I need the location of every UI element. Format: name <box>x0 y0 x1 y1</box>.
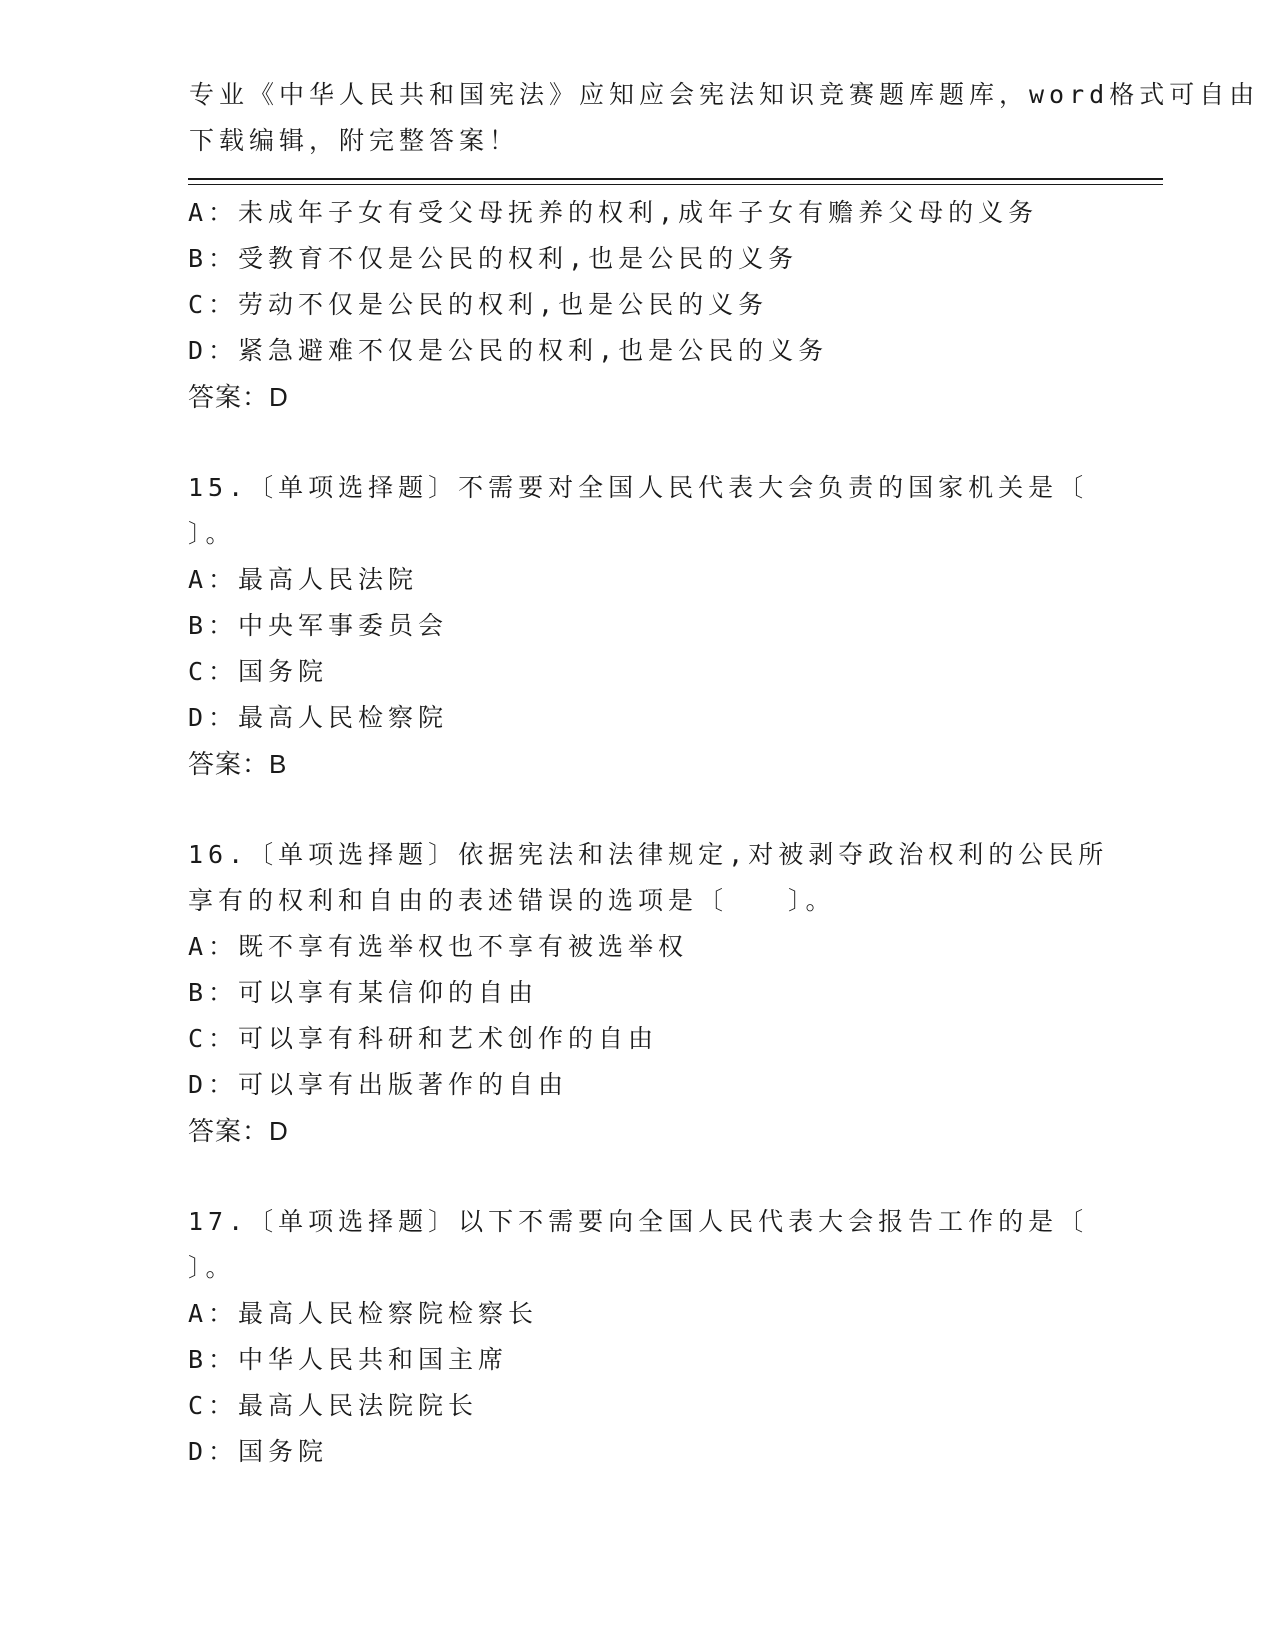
answer: 答案：D <box>188 1116 289 1146</box>
option-c: C：可以享有科研和艺术创作的自由 <box>188 1024 659 1053</box>
option-d: D：国务院 <box>188 1437 329 1466</box>
option-d: D：可以享有出版著作的自由 <box>188 1070 569 1099</box>
question-stem-line-2: 〕。 <box>188 1253 236 1282</box>
spacer <box>188 787 1088 832</box>
question-list <box>188 190 1109 1475</box>
question-stem-line-1: 15.〔单项选择题〕不需要对全国人民代表大会负责的国家机关是〔 <box>188 473 1089 502</box>
question-14 <box>188 190 1088 420</box>
option-a: A：既不享有选举权也不享有被选举权 <box>188 932 689 961</box>
answer: 答案：B <box>188 749 288 779</box>
question-15 <box>188 465 1088 787</box>
option-c: C：劳动不仅是公民的权利,也是公民的义务 <box>188 290 769 319</box>
question-stem-line-2: 〕。 <box>188 519 236 548</box>
question-16 <box>188 832 1109 1154</box>
header-divider-thin <box>188 184 1163 185</box>
header-divider-thick <box>188 178 1163 180</box>
option-b: B：可以享有某信仰的自由 <box>188 978 539 1007</box>
spacer <box>188 420 1088 465</box>
option-c: C：国务院 <box>188 657 329 686</box>
document-header <box>189 72 1260 164</box>
question-17 <box>188 1199 1088 1475</box>
option-a: A：最高人民检察院检察长 <box>188 1299 539 1328</box>
answer: 答案：D <box>188 382 289 412</box>
question-stem-line-1: 17.〔单项选择题〕以下不需要向全国人民代表大会报告工作的是〔 <box>188 1207 1089 1236</box>
question-stem-line-2: 享有的权利和自由的表述错误的选项是〔 〕。 <box>188 886 836 915</box>
header-line-1: 专业《中华人民共和国宪法》应知应会宪法知识竞赛题库题库，word格式可自由 <box>189 80 1260 109</box>
option-b: B：受教育不仅是公民的权利,也是公民的义务 <box>188 244 799 273</box>
option-b: B：中央军事委员会 <box>188 611 449 640</box>
question-stem-line-1: 16.〔单项选择题〕依据宪法和法律规定,对被剥夺政治权利的公民所 <box>188 840 1109 869</box>
spacer <box>188 1154 1088 1199</box>
option-a: A：最高人民法院 <box>188 565 419 594</box>
option-a: A：未成年子女有受父母抚养的权利,成年子女有赡养父母的义务 <box>188 198 1039 227</box>
option-c: C：最高人民法院院长 <box>188 1391 479 1420</box>
header-line-2: 下载编辑，附完整答案！ <box>189 126 520 155</box>
option-d: D：最高人民检察院 <box>188 703 449 732</box>
option-d: D：紧急避难不仅是公民的权利,也是公民的义务 <box>188 336 829 365</box>
option-b: B：中华人民共和国主席 <box>188 1345 509 1374</box>
